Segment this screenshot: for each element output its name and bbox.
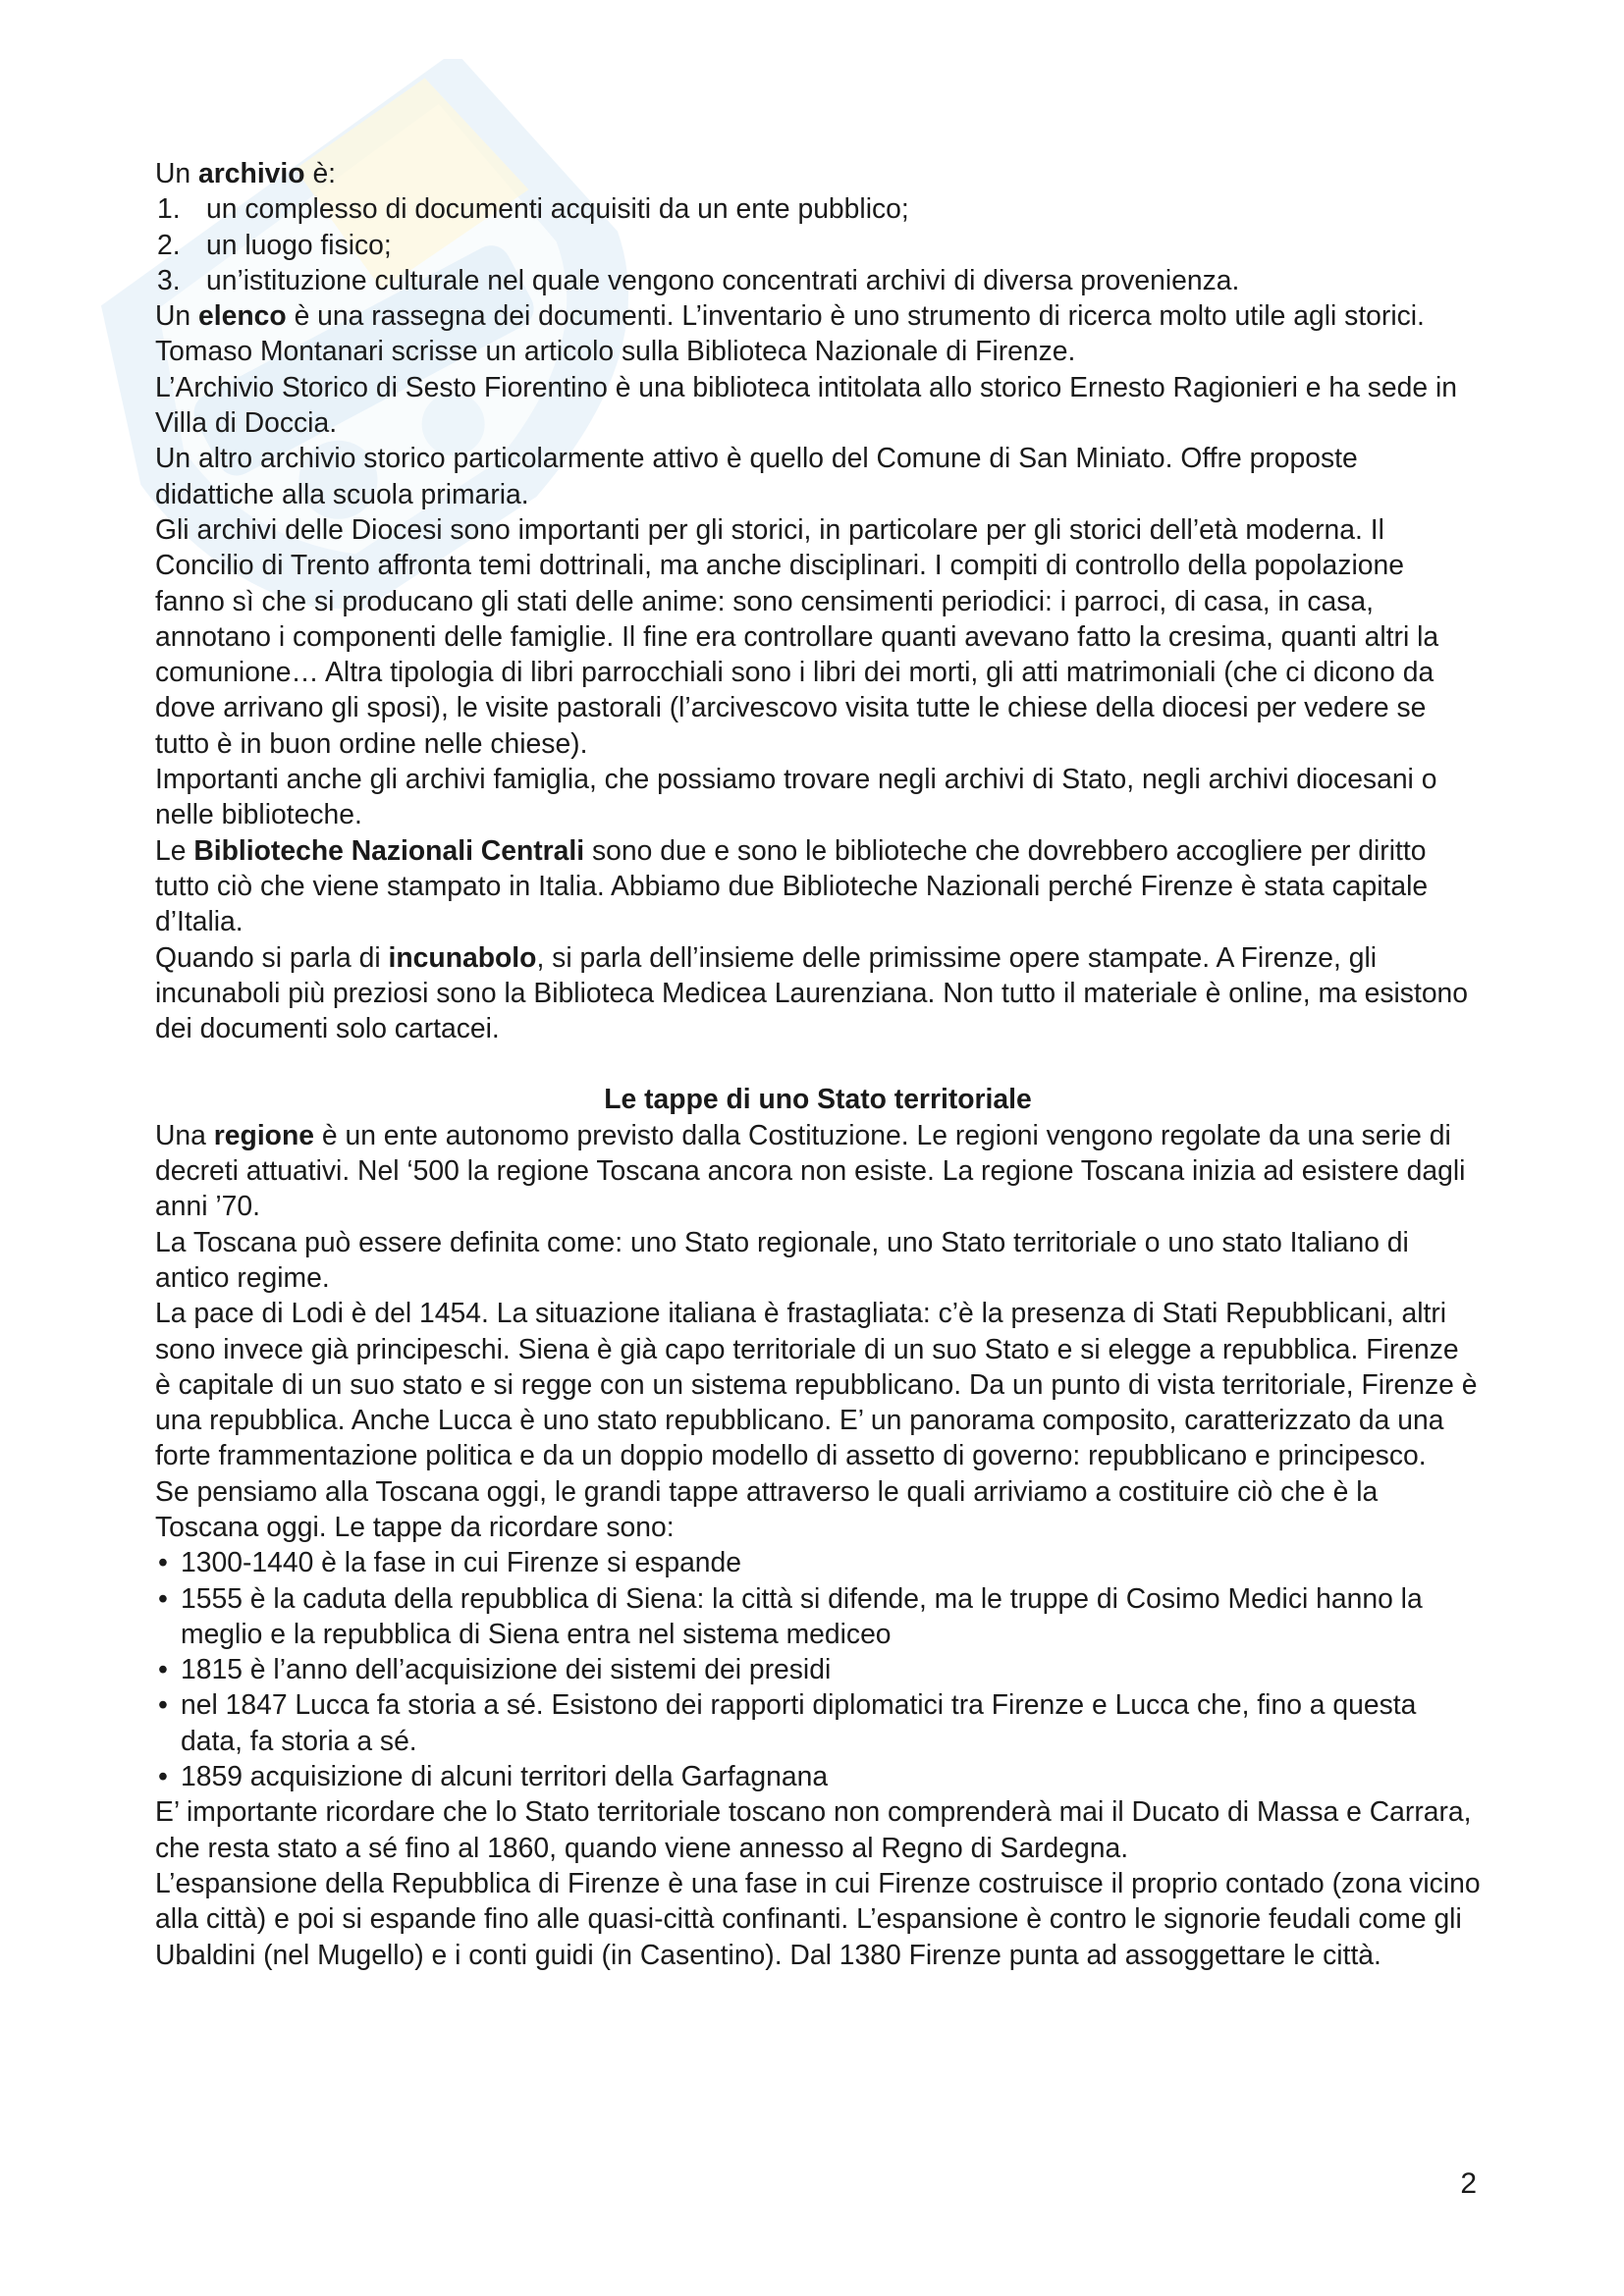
- text-run: Quando si parla di: [155, 940, 389, 973]
- bold-term-elenco: elenco: [198, 299, 287, 332]
- paragraph-regione: [155, 1117, 1481, 1224]
- paragraph-sesto-fiorentino: L’Archivio Storico di Sesto Fiorentino è una biblioteca intitolata allo storico Ernesto Ragionieri e ha sede in Villa di Doccia.: [155, 370, 1457, 439]
- numbered-list: [155, 190, 1481, 297]
- list-item-text: nel 1847 Lucca fa storia a sé. Esistono dei rapporti diplomatici tra Firenze e Lucca che, fino a questa data, fa storia a sé.: [181, 1688, 1417, 1756]
- paragraph-pace-di-lodi: La pace di Lodi è del 1454. La situazione italiana è frastagliata: c’è la presenza di Stati Repubblicani, altri sono invece già principeschi. Siena è già capo territoriale di un suo Stato e si elegge a repubblica. Firenze è capitale di un suo stato e si regge con un sistema repubblicano. Da un punto di vista territoriale, Firenze è una repubblica. Anche Lucca è uno stato repubblicano. E’ un panorama composito, caratterizzato da una forte frammentazione politica e da un doppio modello di assetto di governo: repubblicano e principesco.: [155, 1297, 1478, 1471]
- text-run: è un ente autonomo previsto dalla Costituzione. Le regioni vengono regolate da una serie di decreti attuativi. Nel ‘500 la regione Toscana ancora non esiste. La regione Toscana inizia ad esistere dagli anni ’70.: [155, 1118, 1466, 1222]
- text-run: Le: [155, 833, 194, 866]
- bullet-icon: •: [158, 1760, 168, 1792]
- bold-term-regione: regione: [213, 1118, 314, 1150]
- bold-term-biblioteche: Biblioteche Nazionali Centrali: [193, 833, 585, 866]
- list-number: 1.: [157, 192, 181, 225]
- text-run: è una rassegna dei documenti. L’inventario è uno strumento di ricerca molto utile agli storici.: [286, 299, 1425, 332]
- paragraph-san-miniato: Un altro archivio storico particolarmente attivo è quello del Comune di San Miniato. Offre proposte didattiche alla scuola primaria.: [155, 442, 1358, 509]
- paragraph-diocesi: Gli archivi delle Diocesi sono importanti per gli storici, in particolare per gli storici dell’età moderna. Il Concilio di Trento affronta temi dottrinali, ma anche disciplinari. I compiti di controllo della popolazione fanno sì che si producano gli stati delle anime: sono censimenti periodici: i parroci, di casa, in casa, annotano i componenti delle famiglie. Il fine era controllare quanti avevano fatto la cresima, quanti altri la comunione… Altra tipologia di libri parrocchiali sono i libri dei morti, gli atti matrimoniali (che ci dicono da dove arrivano gli sposi), le visite pastorali (l’arcivescovo visita tutte le chiese della diocesi per vedere se tutto è in buon ordine nelle chiese).: [155, 512, 1439, 759]
- paragraph-biblioteche: [155, 832, 1481, 939]
- bullet-icon: •: [158, 1581, 168, 1614]
- bullet-icon: •: [158, 1653, 168, 1685]
- list-item-text: 1815 è l’anno dell’acquisizione dei sistemi dei presidi: [181, 1653, 832, 1685]
- text-run: sono due e sono le biblioteche che dovrebbero accogliere per diritto tutto ciò che viene stampato in Italia. Abbiamo due Biblioteche Nazionali perché Firenze è stata capitale d’Italia.: [155, 833, 1429, 937]
- list-item: [155, 1544, 1481, 1579]
- list-number: 2.: [157, 228, 181, 260]
- list-number: 3.: [157, 263, 181, 295]
- list-item: [155, 190, 1481, 226]
- list-item-text: un’istituzione culturale nel quale vengono concentrati archivi di diversa provenienza.: [206, 263, 1240, 295]
- document-body: [155, 155, 1481, 1972]
- list-item-text: 1859 acquisizione di alcuni territori della Garfagnana: [181, 1760, 829, 1792]
- paragraph-espansione-firenze: L’espansione della Repubblica di Firenze è una fase in cui Firenze costruisce il proprio contado (zona vicino alla città) e poi si espande fino alle quasi-città confinanti. L’espansione è contro le signorie feudali come gli Ubaldini (nel Mugello) e i conti guidi (in Casentino). Dal 1380 Firenze punta ad assoggettare le città.: [155, 1866, 1481, 1970]
- list-item-text: un luogo fisico;: [206, 228, 392, 260]
- page-number: 2: [1460, 2167, 1477, 2200]
- list-item: [155, 1651, 1481, 1686]
- list-item: [155, 262, 1481, 297]
- bold-term-archivio: archivio: [198, 157, 305, 188]
- paragraph-incunabolo: [155, 939, 1481, 1046]
- list-item-text: 1300-1440 è la fase in cui Firenze si espande: [181, 1546, 742, 1578]
- bold-term-incunabolo: incunabolo: [388, 940, 537, 973]
- paragraph-archivi-famiglia: Importanti anche gli archivi famiglia, che possiamo trovare negli archivi di Stato, negli archivi diocesani o nelle biblioteche.: [155, 763, 1437, 830]
- paragraph-tappe-intro: Se pensiamo alla Toscana oggi, le grandi tappe attraverso le quali arriviamo a costituire ciò che è la Toscana oggi. Le tappe da ricordare sono:: [155, 1474, 1379, 1542]
- bullet-icon: •: [158, 1546, 168, 1578]
- text-run: Un: [155, 157, 199, 188]
- text-run: Un: [155, 299, 199, 332]
- text-run: è:: [304, 157, 337, 188]
- paragraph-massa-carrara: E’ importante ricordare che lo Stato territoriale toscano non comprenderà mai il Ducato di Massa e Carrara, che resta stato a sé fino al 1860, quando viene annesso al Regno di Sardegna.: [155, 1795, 1472, 1863]
- list-item: [155, 1758, 1481, 1793]
- section-heading: Le tappe di uno Stato territoriale: [604, 1083, 1032, 1115]
- paragraph-elenco: [155, 297, 1481, 333]
- text-run: Una: [155, 1118, 214, 1150]
- list-item: [155, 1580, 1481, 1652]
- list-item: [155, 1686, 1481, 1758]
- bullet-list: [155, 1544, 1481, 1793]
- paragraph-montanari: Tomaso Montanari scrisse un articolo sulla Biblioteca Nazionale di Firenze.: [155, 335, 1076, 367]
- list-item-text: un complesso di documenti acquisiti da un ente pubblico;: [206, 192, 909, 225]
- list-item: [155, 227, 1481, 262]
- paragraph-toscana-definizione: La Toscana può essere definita come: uno Stato regionale, uno Stato territoriale o uno stato Italiano di antico regime.: [155, 1225, 1409, 1293]
- bullet-icon: •: [158, 1688, 168, 1721]
- paragraph-archivio: [155, 155, 1481, 190]
- text-run: , si parla dell’insieme delle primissime opere stampate. A Firenze, gli incunaboli più preziosi sono la Biblioteca Medicea Laurenziana. Non tutto il materiale è online, ma esistono dei documenti solo cartacei.: [155, 940, 1469, 1044]
- list-item-text: 1555 è la caduta della repubblica di Siena: la città si difende, ma le truppe di Cosimo Medici hanno la meglio e la repubblica di Siena entra nel sistema mediceo: [181, 1581, 1423, 1649]
